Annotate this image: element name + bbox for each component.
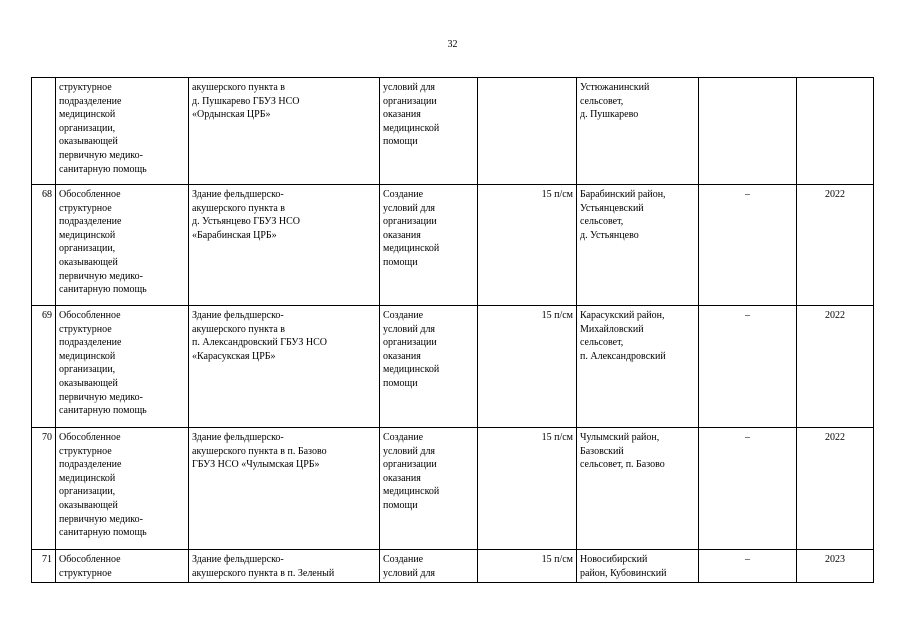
object-type: Обособленное структурное подразделение медицинской организации, оказывающей первичную медико- санитарную помощь <box>56 306 189 428</box>
object-name: Здание фельдшерско- акушерского пункта в д. Устьянцево ГБУЗ НСО «Барабинская ЦРБ» <box>189 185 380 306</box>
table-row <box>32 78 874 185</box>
page-number: 32 <box>447 39 458 50</box>
object-zone: – <box>699 306 797 428</box>
object-year <box>797 78 874 185</box>
object-capacity: 15 п/см <box>478 428 577 550</box>
row-number: 71 <box>32 550 56 583</box>
object-purpose: Создание условий для организации оказания медицинской помощи <box>380 306 478 428</box>
table-row <box>32 428 874 550</box>
object-capacity: 15 п/см <box>478 306 577 428</box>
object-location: Устюжанинский сельсовет, д. Пушкарево <box>577 78 699 185</box>
table-row <box>32 550 874 583</box>
table-row <box>32 185 874 306</box>
object-purpose: условий для организации оказания медицинской помощи <box>380 78 478 185</box>
object-zone <box>699 78 797 185</box>
object-name: Здание фельдшерско- акушерского пункта в п. Александровский ГБУЗ НСО «Карасукская ЦРБ» <box>189 306 380 428</box>
object-type: Обособленное структурное подразделение медицинской организации, оказывающей первичную медико- санитарную помощь <box>56 428 189 550</box>
row-number: 68 <box>32 185 56 306</box>
object-type: структурное подразделение медицинской организации, оказывающей первичную медико- санитарную помощь <box>56 78 189 185</box>
object-type: Обособленное структурное <box>56 550 189 583</box>
object-year: 2022 <box>797 306 874 428</box>
row-number: 70 <box>32 428 56 550</box>
object-year: 2023 <box>797 550 874 583</box>
object-capacity: 15 п/см <box>478 185 577 306</box>
object-capacity <box>478 78 577 185</box>
object-location: Чулымский район, Базовский сельсовет, п. Базово <box>577 428 699 550</box>
row-number <box>32 78 56 185</box>
row-number: 69 <box>32 306 56 428</box>
object-year: 2022 <box>797 185 874 306</box>
object-type: Обособленное структурное подразделение медицинской организации, оказывающей первичную медико- санитарную помощь <box>56 185 189 306</box>
object-zone: – <box>699 185 797 306</box>
table-row <box>32 306 874 428</box>
object-zone: – <box>699 428 797 550</box>
object-location: Барабинский район, Устьянцевский сельсовет, д. Устьянцево <box>577 185 699 306</box>
object-purpose: Создание условий для <box>380 550 478 583</box>
object-zone: – <box>699 550 797 583</box>
object-location: Карасукский район, Михайловский сельсовет, п. Александровский <box>577 306 699 428</box>
object-name: Здание фельдшерско- акушерского пункта в п. Зеленый <box>189 550 380 583</box>
object-purpose: Создание условий для организации оказания медицинской помощи <box>380 428 478 550</box>
object-purpose: Создание условий для организации оказания медицинской помощи <box>380 185 478 306</box>
object-name: акушерского пункта в д. Пушкарево ГБУЗ НСО «Ордынская ЦРБ» <box>189 78 380 185</box>
object-year: 2022 <box>797 428 874 550</box>
object-capacity: 15 п/см <box>478 550 577 583</box>
object-location: Новосибирский район, Кубовинский <box>577 550 699 583</box>
object-name: Здание фельдшерско- акушерского пункта в п. Базово ГБУЗ НСО «Чулымская ЦРБ» <box>189 428 380 550</box>
objects-table <box>31 77 874 583</box>
